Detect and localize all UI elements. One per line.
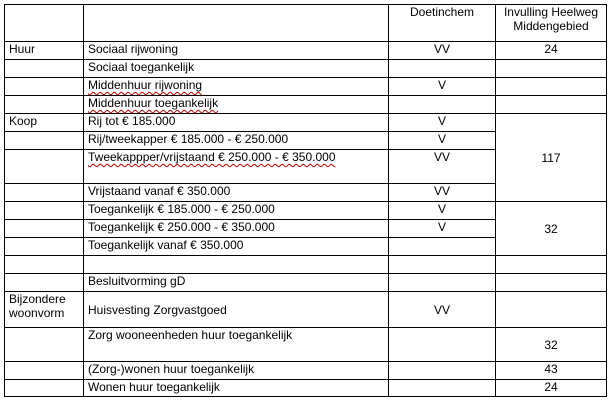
label-cell: Sociaal rijwoning (84, 42, 389, 60)
doetinchem-cell (389, 380, 496, 397)
doetinchem-cell: V (389, 132, 496, 150)
doetinchem-cell: VV (389, 150, 496, 184)
spacer-row (5, 256, 607, 274)
doetinchem-cell: VV (389, 184, 496, 202)
label-cell: Toegankelijk € 185.000 - € 250.000 (84, 202, 389, 220)
label-cell: Vrijstaand vanaf € 350.000 (84, 184, 389, 202)
group-cell: Huur (5, 42, 84, 60)
header-group (5, 5, 84, 42)
label-text: Middenhuur rijwoning (88, 78, 203, 92)
label-cell: Sociaal toegankelijk (84, 60, 389, 78)
label-cell (84, 150, 389, 184)
doetinchem-cell: VV (389, 292, 496, 328)
doetinchem-cell (389, 238, 496, 256)
group-cell (5, 380, 84, 397)
invulling-cell (496, 292, 607, 328)
invulling-cell: 43 (496, 362, 607, 380)
invulling-merged-koop: 117 (496, 114, 607, 202)
invulling-cell (496, 78, 607, 96)
label-cell: Toegankelijk vanaf € 350.000 (84, 238, 389, 256)
header-doetinchem: Doetinchem (389, 5, 496, 42)
group-cell (5, 328, 84, 362)
label-cell: Rij tot € 185.000 (84, 114, 389, 132)
group-cell (5, 60, 84, 78)
invulling-cell (496, 96, 607, 114)
label-cell: Wonen huur toegankelijk (84, 380, 389, 397)
label-text: Middenhuur toegankelijk (88, 96, 219, 110)
table-row (5, 380, 607, 397)
invulling-cell (496, 274, 607, 292)
label-cell: Huisvesting Zorgvastgoed (84, 292, 389, 328)
table-row (5, 96, 607, 114)
label-cell (84, 96, 389, 114)
invulling-cell (496, 60, 607, 78)
group-cell (5, 202, 84, 220)
group-cell (5, 184, 84, 202)
invulling-cell: 24 (496, 42, 607, 60)
label-cell: Besluitvorming gD (84, 274, 389, 292)
label-cell: Zorg wooneenheden huur toegankelijk (84, 328, 389, 362)
header-label (84, 5, 389, 42)
table-row (5, 362, 607, 380)
table-row (5, 292, 607, 328)
doetinchem-cell (389, 274, 496, 292)
group-cell (5, 220, 84, 238)
doetinchem-cell (389, 60, 496, 78)
header-row (5, 5, 607, 42)
header-invulling: Invulling Heelweg Middengebied (496, 5, 607, 42)
doetinchem-cell: V (389, 78, 496, 96)
group-cell (5, 238, 84, 256)
doetinchem-cell: V (389, 202, 496, 220)
invulling-cell: 32 (496, 328, 607, 362)
doetinchem-cell (389, 96, 496, 114)
group-cell (5, 362, 84, 380)
doetinchem-cell (389, 362, 496, 380)
table-row (5, 42, 607, 60)
table-row (5, 274, 607, 292)
invulling-cell: 24 (496, 380, 607, 397)
label-cell (84, 78, 389, 96)
table-row (5, 328, 607, 362)
group-cell (5, 78, 84, 96)
group-cell (5, 132, 84, 150)
table-row (5, 202, 607, 220)
label-cell: (Zorg-)wonen huur toegankelijk (84, 362, 389, 380)
label-cell: Rij/tweekapper € 185.000 - € 250.000 (84, 132, 389, 150)
group-cell: Bijzondere woonvorm (5, 292, 84, 328)
group-cell (5, 96, 84, 114)
group-cell: Koop (5, 114, 84, 132)
group-cell (5, 274, 84, 292)
table-row (5, 114, 607, 132)
doetinchem-cell: V (389, 114, 496, 132)
label-text: Tweekappper/vrijstaand € 250.000 - € 350.000 (88, 150, 336, 164)
doetinchem-cell: VV (389, 42, 496, 60)
table-row (5, 78, 607, 96)
housing-table (4, 4, 607, 397)
label-cell: Toegankelijk € 250.000 - € 350.000 (84, 220, 389, 238)
table-row (5, 60, 607, 78)
doetinchem-cell: V (389, 220, 496, 238)
doetinchem-cell (389, 328, 496, 362)
group-cell (5, 150, 84, 184)
invulling-merged-toegankelijk: 32 (496, 202, 607, 256)
